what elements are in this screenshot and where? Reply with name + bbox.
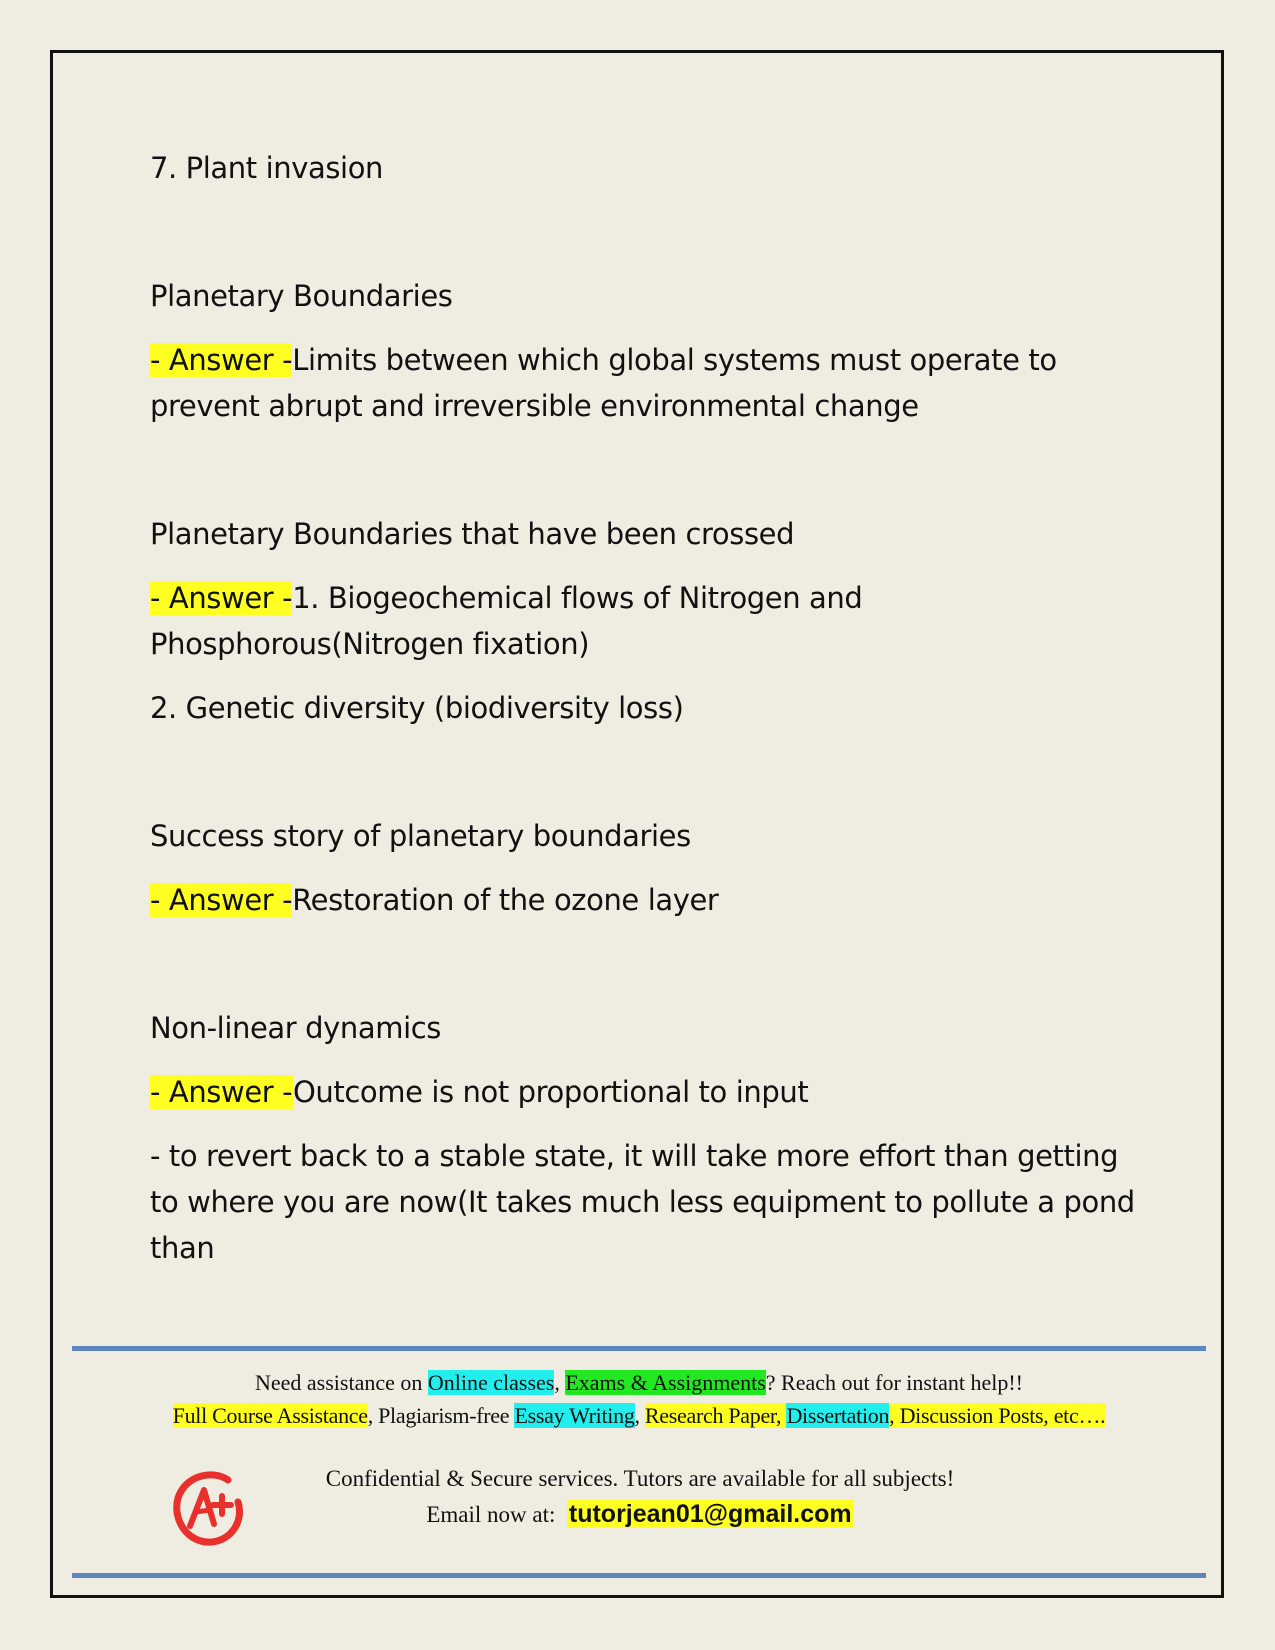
footer-text: , <box>554 1370 566 1395</box>
answer-tag: - Answer - <box>150 343 293 377</box>
answer-paragraph <box>150 877 1150 923</box>
research-paper-label: Research Paper, <box>644 1403 787 1428</box>
answer-text: Limits between which global systems must operate to prevent abrupt and irreversible environmental change <box>150 343 1057 423</box>
answer-text: 1. Biogeochemical flows of Nitrogen and Phosphorous(Nitrogen fixation) <box>150 581 863 661</box>
confidential-line: Confidential & Secure services. Tutors are available for all subjects! <box>325 1466 955 1491</box>
footer-rule-top <box>72 1346 1206 1351</box>
email-line <box>260 1500 1020 1529</box>
answer-tag: - Answer - <box>150 1075 293 1109</box>
section-heading: Planetary Boundaries <box>150 279 453 313</box>
answer-extra: 2. Genetic diversity (biodiversity loss) <box>150 691 684 725</box>
footer-text: , <box>634 1403 645 1428</box>
footer-text: , Plagiarism-free <box>367 1403 515 1428</box>
section-heading: Non-linear dynamics <box>150 1011 442 1045</box>
dissertation-label: Dissertation <box>786 1403 890 1428</box>
full-course-label: Full Course Assistance <box>172 1403 368 1428</box>
answer-extra: - to revert back to a stable state, it will take more effort than getting to where you are now(It takes much less equipment to pollute a pond than <box>150 1139 1135 1265</box>
section-heading: Planetary Boundaries that have been crossed <box>150 517 795 551</box>
a-plus-logo-icon <box>170 1468 248 1550</box>
item-7: 7. Plant invasion <box>150 151 384 185</box>
answer-paragraph <box>150 337 1150 429</box>
footer-text: ? Reach out for instant help!! <box>765 1370 1023 1395</box>
email-link[interactable]: tutorjean01@gmail.com <box>568 1500 852 1528</box>
discussion-posts-label: , Discussion Posts, etc…. <box>889 1403 1106 1428</box>
footer-text: Need assistance on <box>254 1370 428 1395</box>
answer-tag: - Answer - <box>150 581 293 615</box>
answer-paragraph <box>150 575 1150 667</box>
exams-assignments-label: Exams & Assignments <box>565 1370 766 1395</box>
essay-writing-label: Essay Writing <box>514 1403 635 1428</box>
footer-line-1 <box>72 1368 1206 1398</box>
answer-paragraph <box>150 1069 1150 1115</box>
email-label: Email now at: <box>426 1502 556 1527</box>
answer-text: Outcome is not proportional to input <box>292 1075 809 1109</box>
answer-tag: - Answer - <box>150 883 293 917</box>
online-classes-label: Online classes <box>427 1370 555 1395</box>
footer-line-2 <box>72 1401 1206 1431</box>
document-body <box>150 145 1150 1271</box>
answer-text: Restoration of the ozone layer <box>292 883 719 917</box>
footer-rule-bottom <box>72 1573 1206 1578</box>
section-heading: Success story of planetary boundaries <box>150 819 691 853</box>
